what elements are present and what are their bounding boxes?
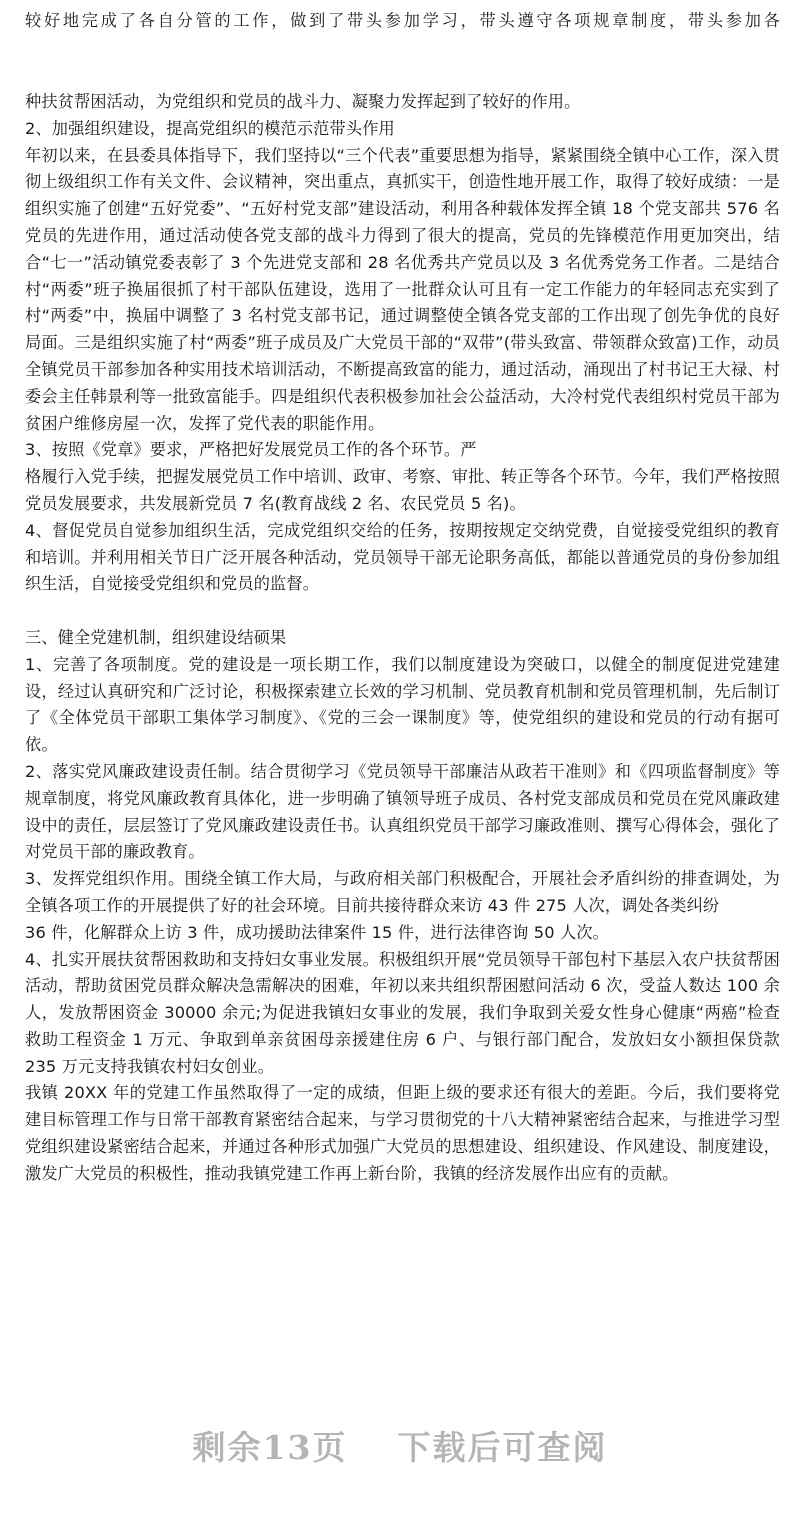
paragraph: 2、落实党风廉政建设责任制。结合贯彻学习《党员领导干部廉洁从政若干准则》和《四项监督制度》等规章制度，将党风廉政教育具体化，进一步明确了镇领导班子成员、各村党支部成员和党员在党风廉政建设中的责任，层层签订了党风廉政建设责任书。认真组织党员干部学习廉政准则、撰写心得体会，强化了对党员干部的廉政教育。 (25, 761, 780, 862)
section-heading: 2、加强组织建设，提高党组织的模范示范带头作用 (25, 118, 395, 138)
paragraph: 1、完善了各项制度。党的建设是一项长期工作，我们以制度建设为突破口，以健全的制度促进党建建设，经过认真研究和广泛讨论，积极探索建立长效的学习机制、党员教育机制和党员管理机制，先后制订了《全体党员干部职工集体学习制度》、《党的三会一课制度》等，使党组织的建设和党员的行动有据可依。 (25, 654, 780, 755)
paragraph: 我镇 20XX 年的党建工作虽然取得了一定的成绩，但距上级的要求还有很大的差距。今后，我们要将党建目标管理工作与日常干部教育紧密结合起来，与学习贯彻党的十八大精神紧密结合起来，与推进学习型党组织建设紧密结合起来，并通过各种形式加强广大党员的思想建设、组织建设、作风建设、制度建设，激发广大党员的积极性，推动我镇党建工作再上新台阶，我镇的经济发展作出应有的贡献。 (25, 1083, 780, 1183)
paragraph: 36 件，化解群众上访 3 件，成功援助法律案件 15 件，进行法律咨询 50 人次。 (25, 922, 609, 942)
document-intro (25, 8, 780, 35)
download-to-view-text: 下载后可查阅 (397, 1428, 608, 1467)
paragraph: 3、发挥党组织作用。围绕全镇工作大局，与政府相关部门积极配合，开展社会矛盾纠纷的排查调处，为全镇各项工作的开展提供了好的社会环境。目前共接待群众来访 43 件 275 人次，调处各类纠纷 (25, 869, 780, 915)
paragraph: 4、督促党员自觉参加组织生活，完成党组织交给的任务，按期按规定交纳党费，自觉接受党组织的教育和培训。并利用相关节日广泛开展各种活动，党员领导干部无论职务高低，都能以普通党员的身份参加组织生活，自觉接受党组织和党员的监督。 (25, 520, 780, 594)
download-banner[interactable] (0, 1422, 800, 1469)
document-line: 较好地完成了各自分管的工作，做到了带头参加学习，带头遵守各项规章制度，带头参加各 (25, 11, 780, 30)
paragraph: 3、按照《党章》要求，严格把好发展党员工作的各个环节。严 (25, 440, 477, 460)
remaining-pages-text: 剩余13页 (192, 1428, 348, 1467)
blank-line (25, 598, 780, 625)
paragraph: 4、扎实开展扶贫帮困救助和支持妇女事业发展。积极组织开展“党员领导干部包村下基层入农户扶贫帮困活动，帮助贫困党员群众解决急需解决的困难，年初以来共组织帮困慰问活动 6 次，受益人数达 100 余人，发放帮困资金 30000 余元;为促进我镇妇女事业的发展，我们争取到关爱女性身心健康“两癌”检查救助工程资金 1 万元、争取到单亲贫困母亲援建住房 6 户、与银行部门配合，发放妇女小额担保贷款 235 万元支持我镇农村妇女创业。 (25, 949, 780, 1076)
document-body (25, 89, 780, 1188)
paragraph: 格履行入党手续，把握发展党员工作中培训、政审、考察、审批、转正等各个环节。今年，我们严格按照党员发展要求，共发展新党员 7 名(教育战线 2 名、农民党员 5 名)。 (25, 467, 780, 513)
section-heading: 三、健全党建机制，组织建设结硕果 (25, 627, 287, 647)
paragraph: 种扶贫帮困活动，为党组织和党员的战斗力、凝聚力发挥起到了较好的作用。 (25, 92, 581, 111)
paragraph: 年初以来，在县委具体指导下，我们坚持以“三个代表”重要思想为指导，紧紧围绕全镇中心工作，深入贯彻上级组织工作有关文件、会议精神，突出重点，真抓实干，创造性地开展工作，取得了较好成绩：一是组织实施了创建“五好党委”、“五好村党支部”建设活动，利用各种载体发挥全镇 18 个党支部共 576 名党员的先进作用，通过活动使各党支部的战斗力得到了很大的提高，党员的先锋模范作用更加突出，结合“七一”活动镇党委表彰了 3 个先进党支部和 28 名优秀共产党员以及 3 名优秀党务工作者。二是结合村“两委”班子换届很抓了村干部队伍建设，选用了一批群众认可且有一定工作能力的年轻同志充实到了村“两委”中，换届中调整了 3 名村党支部书记，通过调整使全镇各党支部的工作出现了创先争优的良好局面。三是组织实施了村“两委”班子成员及广大党员干部的“双带”(带头致富、带领群众致富)工作，动员全镇党员干部参加各种实用技术培训活动，不断提高致富的能力，通过活动，涌现出了村书记王大禄、村委会主任韩景利等一批致富能手。四是组织代表积极参加社会公益活动，大冷村党代表组织村党员干部为贫困户维修房屋一次，发挥了党代表的职能作用。 (25, 145, 780, 433)
